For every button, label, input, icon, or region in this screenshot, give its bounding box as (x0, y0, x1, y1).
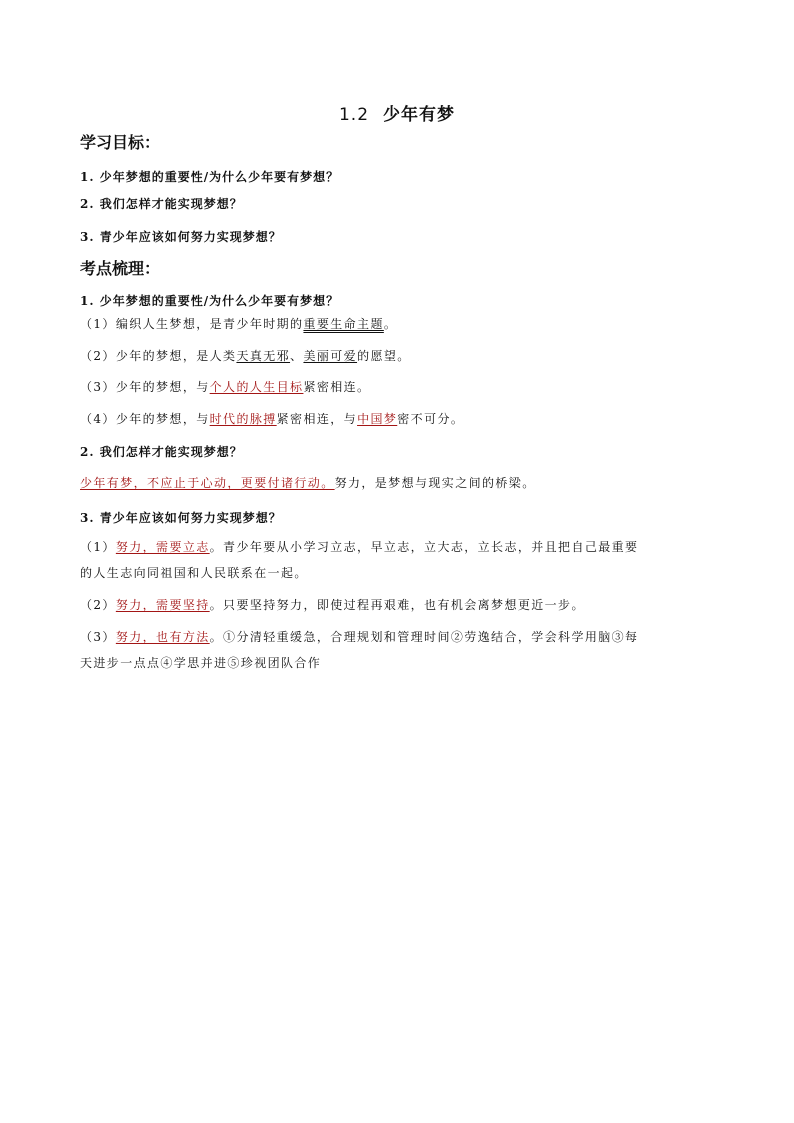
q2-line-1 (80, 470, 715, 496)
learning-goals-heading: 学习目标： (80, 133, 161, 152)
q1-l4-key1: 时代的脉搏 (209, 412, 277, 426)
q1-line-3 (80, 374, 715, 400)
q3-l2-num: （2） (80, 598, 116, 612)
q1-l4-mid: 紧密相连，与 (276, 412, 358, 426)
q1-l2-text: （2）少年的梦想，是人类 (80, 349, 237, 363)
q3-l3-num: （3） (80, 630, 116, 644)
title-text: 少年有梦 (383, 105, 456, 125)
q3-title: 3. 青少年应该如何努力实现梦想？ (80, 511, 282, 525)
q2-l1-key: 少年有梦，不应止于心动，更要付诸行动。 (80, 476, 335, 490)
q1-l3-text: （3）少年的梦想，与 (80, 380, 210, 394)
q2-title: 2. 我们怎样才能实现梦想？ (80, 445, 243, 459)
q1-l2-key1: 天真无邪 (236, 349, 291, 363)
q1-l2-key2: 美丽可爱 (303, 349, 358, 363)
q3-l3-key: 努力，也有方法 (115, 630, 210, 644)
q3-l1-key: 努力，需要立志 (115, 540, 210, 554)
goal-item-1: 1. 少年梦想的重要性/为什么少年要有梦想？ (80, 170, 340, 184)
q2-l1-text: 努力，是梦想与现实之间的桥梁。 (334, 476, 536, 490)
goal-item-2: 2. 我们怎样才能实现梦想？ (80, 197, 243, 211)
q3-l2-text: 。只要坚持努力，即使过程再艰难，也有机会离梦想更近一步。 (209, 598, 585, 612)
q1-line-2 (80, 343, 715, 369)
q3-l2-key: 努力，需要坚持 (115, 598, 210, 612)
q1-l4-key2: 中国梦 (357, 412, 398, 426)
q1-title: 1. 少年梦想的重要性/为什么少年要有梦想？ (80, 294, 340, 308)
q1-line-1 (80, 311, 715, 337)
q3-line-2 (80, 592, 715, 618)
q1-l1-key: 重要生命主题 (303, 317, 384, 331)
q3-line-1 (80, 534, 715, 560)
q3-line-3 (80, 624, 715, 650)
q1-l2-end: 的愿望。 (357, 349, 411, 363)
q1-l2-sep: 、 (290, 349, 304, 363)
q1-l3-end: 紧密相连。 (303, 380, 371, 394)
q3-line-3-cont: 天进步一点点④学思并进⑤珍视团队合作 (80, 656, 322, 670)
q3-l3-text: 。①分清轻重缓急，合理规划和管理时间②劳逸结合，学会科学用脑③每 (209, 630, 639, 644)
q3-l1-num: （1） (80, 540, 116, 554)
page-title (0, 100, 794, 125)
q1-l3-key: 个人的人生目标 (209, 380, 304, 394)
goal-item-3: 3. 青少年应该如何努力实现梦想？ (80, 230, 282, 244)
q1-l4-end: 密不可分。 (397, 412, 465, 426)
q3-line-1-cont: 的人生志向同祖国和人民联系在一起。 (80, 566, 308, 580)
q3-l1-text: 。青少年要从小学习立志，早立志，立大志，立长志，并且把自己最重要 (209, 540, 639, 554)
q1-l4-text: （4）少年的梦想，与 (80, 412, 210, 426)
key-points-heading: 考点梳理： (80, 259, 161, 278)
q1-l1-text: （1）编织人生梦想，是青少年时期的 (80, 317, 304, 331)
q1-l1-end: 。 (383, 317, 398, 331)
title-number: 1.2 (338, 105, 370, 125)
q1-line-4 (80, 406, 715, 432)
